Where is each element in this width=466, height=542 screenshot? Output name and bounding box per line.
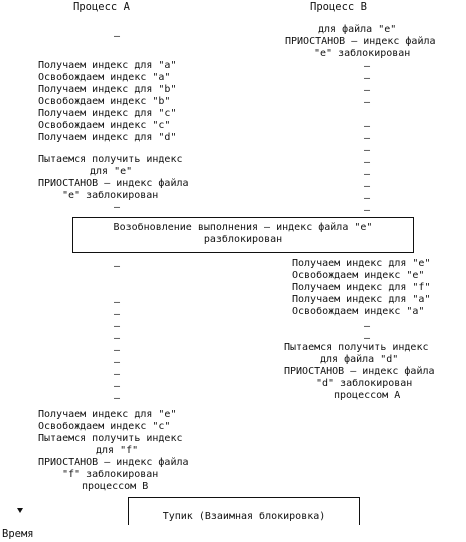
a-line: "e" заблокирован <box>62 190 159 201</box>
time-label: Время <box>2 528 34 540</box>
a-dash: – <box>114 31 121 42</box>
b-dash: – <box>364 193 371 204</box>
b-dash: – <box>364 205 371 216</box>
a-line: Получаем индекс для "c" <box>38 108 177 119</box>
a-dash: – <box>114 309 121 320</box>
a-line: Освобождаем индекс "a" <box>38 72 171 83</box>
a-dash: – <box>114 321 121 332</box>
b-dash: – <box>364 73 371 84</box>
b-line: ПРИОСТАНОВ – индекс файла <box>285 36 436 47</box>
a-dash: – <box>114 357 121 368</box>
b-line: для файла "d" <box>320 354 399 365</box>
time-arrow-icon <box>17 508 23 513</box>
a-line: Получаем индекс для "a" <box>38 60 177 71</box>
a-dash: – <box>114 393 121 404</box>
a-line: Получаем индекс для "b" <box>38 84 177 95</box>
b-dash: – <box>364 181 371 192</box>
b-line: Пытаемся получить индекс <box>284 342 429 353</box>
a-dash: – <box>114 202 121 213</box>
a-dash: – <box>114 345 121 356</box>
a-line: для "e" <box>90 166 133 177</box>
b-dash: – <box>364 169 371 180</box>
b-line: процессом A <box>334 390 401 401</box>
b-dash: – <box>364 61 371 72</box>
b-line: "d" заблокирован <box>316 378 413 389</box>
b-line: Получаем индекс для "f" <box>292 282 431 293</box>
a-dash: – <box>114 297 121 308</box>
a-line: процессом B <box>82 481 149 492</box>
b-line: "e" заблокирован <box>314 48 411 59</box>
a-line: Пытаемся получить индекс <box>38 154 183 165</box>
a-line: для "f" <box>96 445 139 456</box>
header-process-b: Процесс B <box>310 1 367 13</box>
a-dash: – <box>114 333 121 344</box>
a-line: Освобождаем индекс "c" <box>38 120 171 131</box>
b-dash: – <box>364 321 371 332</box>
a-line: Освобождаем индекс "c" <box>38 421 171 432</box>
b-dash: – <box>364 145 371 156</box>
b-line: Получаем индекс для "e" <box>292 258 431 269</box>
a-line: Получаем индекс для "d" <box>38 132 177 143</box>
a-dash: – <box>114 369 121 380</box>
a-line: Пытаемся получить индекс <box>38 433 183 444</box>
a-line: "f" заблокирован <box>62 469 159 480</box>
b-dash: – <box>364 85 371 96</box>
b-line: Освобождаем индекс "a" <box>292 306 425 317</box>
deadlock-box <box>128 497 360 525</box>
resume-box-line: Возобновление выполнения – индекс файла "e" <box>113 222 373 233</box>
resume-box-line: разблокирован <box>203 234 283 245</box>
resume-box <box>72 217 414 253</box>
b-dash: – <box>364 133 371 144</box>
b-line: Получаем индекс для "a" <box>292 294 431 305</box>
b-line: Освобождаем индекс "e" <box>292 270 425 281</box>
a-line: ПРИОСТАНОВ – индекс файла <box>38 457 189 468</box>
b-dash: – <box>364 121 371 132</box>
a-dash: – <box>114 261 121 272</box>
a-dash: – <box>114 381 121 392</box>
deadlock-label: Тупик (Взаимная блокировка) <box>162 511 326 522</box>
b-line: для файла "e" <box>318 24 397 35</box>
a-line: ПРИОСТАНОВ – индекс файла <box>38 178 189 189</box>
b-dash: – <box>364 333 371 344</box>
a-line: Получаем индекс для "e" <box>38 409 177 420</box>
header-process-a: Процесс A <box>73 1 130 13</box>
b-dash: – <box>364 157 371 168</box>
a-line: Освобождаем индекс "b" <box>38 96 171 107</box>
b-dash: – <box>364 97 371 108</box>
b-line: ПРИОСТАНОВ – индекс файла <box>284 366 435 377</box>
